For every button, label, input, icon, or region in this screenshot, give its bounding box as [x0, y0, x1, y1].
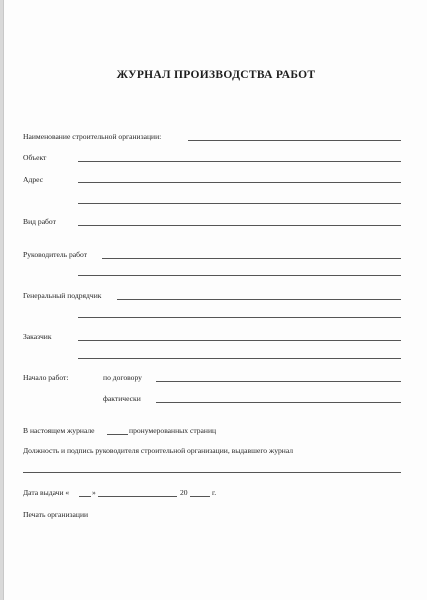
pages-suffix: пронумерованных страниц	[129, 426, 217, 435]
issue-quote-close: »	[92, 488, 96, 497]
customer-label: Заказчик	[23, 332, 52, 341]
issue-month-line[interactable]	[98, 496, 177, 497]
address-line-2[interactable]	[78, 203, 401, 204]
object-line[interactable]	[78, 161, 401, 162]
journal-form-page	[3, 0, 427, 600]
general-contractor-label: Генеральный подрядчик	[23, 291, 102, 300]
signature-line[interactable]	[23, 472, 401, 473]
pages-prefix: В настоящем журнале	[23, 426, 95, 435]
issue-day-line[interactable]	[79, 496, 91, 497]
stamp-label: Печать организации	[23, 510, 89, 519]
actual-label: фактически	[103, 394, 141, 403]
organization-line[interactable]	[188, 140, 401, 141]
signature-label: Должность и подпись руководителя строительной организации, выдавшего журнал	[23, 446, 294, 455]
issue-date-label: Дата выдачи «	[23, 488, 70, 497]
organization-label: Наименование строительной организации:	[23, 132, 162, 141]
address-label: Адрес	[23, 175, 44, 184]
start-label: Начало работ:	[23, 373, 69, 382]
address-line-1[interactable]	[78, 182, 401, 183]
issue-year-suffix: г.	[212, 488, 217, 497]
work-type-label: Вид работ	[23, 217, 56, 226]
manager-line-1[interactable]	[102, 258, 401, 259]
pages-count-line[interactable]	[107, 434, 128, 435]
object-label: Объект	[23, 153, 47, 162]
page-title: ЖУРНАЛ ПРОИЗВОДСТВА РАБОТ	[116, 69, 316, 81]
by-contract-label: по договору	[103, 373, 142, 382]
work-type-line[interactable]	[78, 225, 401, 226]
customer-line-1[interactable]	[78, 340, 401, 341]
general-contractor-line-2[interactable]	[78, 317, 401, 318]
manager-label: Руководитель работ	[23, 250, 88, 259]
general-contractor-line-1[interactable]	[117, 299, 401, 300]
customer-line-2[interactable]	[78, 358, 401, 359]
actual-line[interactable]	[156, 402, 401, 403]
issue-year-prefix: 20	[180, 488, 188, 497]
manager-line-2[interactable]	[78, 275, 401, 276]
issue-year-line[interactable]	[190, 496, 210, 497]
by-contract-line[interactable]	[156, 381, 401, 382]
